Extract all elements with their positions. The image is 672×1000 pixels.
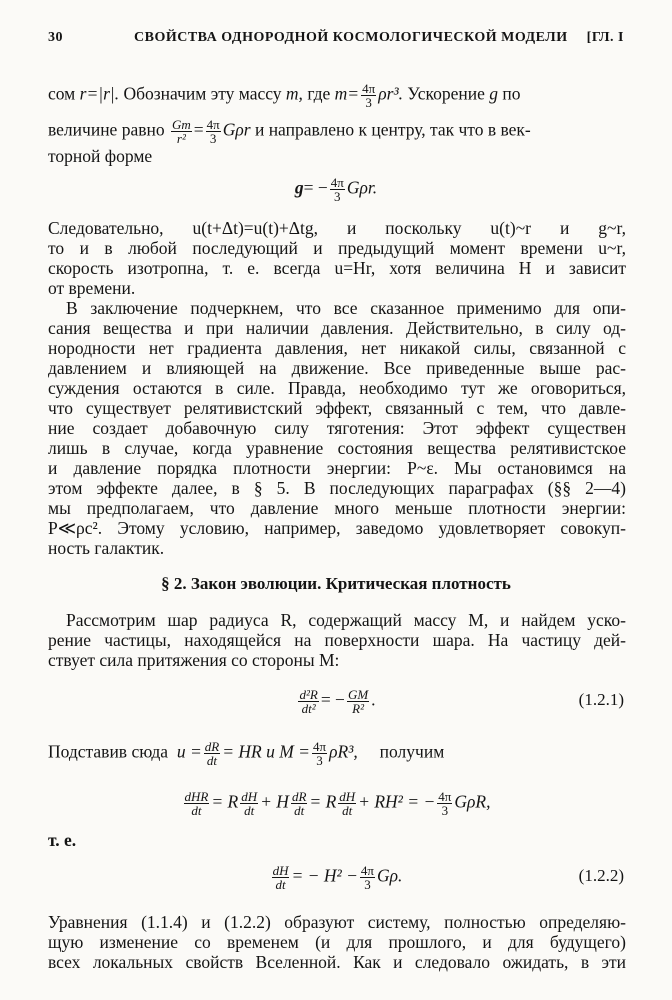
para4-line: ствует сила притяжения со стороны M: xyxy=(48,650,340,670)
para2-line: Следовательно, u(t+Δt)=u(t)+Δtg, и поскольку u(t)~r и g~r, xyxy=(48,218,626,238)
para3-line: P≪ρc². Этому условию, например, заведомо удовлетворяет совокуп- xyxy=(48,518,626,538)
equation-vector: g= − $\frac{4\pi}{3}$ Gρr. xyxy=(294,175,378,204)
te-label: т. е. xyxy=(48,830,77,850)
equation-1-2-1: $\frac{\text{d²R}}{\text{dt²}}$ = − $\frac{GM}{\text{R²}}$ . xyxy=(299,687,376,716)
fraction: $\frac{GM}{\text{R²}}$ xyxy=(347,687,369,716)
fraction: $\frac{dR}{dt}$ xyxy=(291,789,307,818)
page-number: 30 xyxy=(48,30,63,45)
para3-line: В заключение подчеркнем, что все сказанное применимо для опи- xyxy=(66,298,626,318)
para2-line: то и в любой последующий и предыдущий момент времени u~r, xyxy=(48,238,626,258)
equation-long: $\frac{\text{dHR}}{dt}$ = R $\frac{dH}{dt}$ + H $\frac{dR}{dt}$ = R $\frac{dH}{dt}$ + RH² = − $\frac{4\pi}{3}$ GρR, xyxy=(184,789,491,818)
section-heading: § 2. Закон эволюции. Критическая плотность xyxy=(161,574,511,593)
fraction: $\frac{4\pi}{3}$ xyxy=(362,81,376,110)
equation-1-2-2: $\frac{dH}{dt}$ = − H² − $\frac{4\pi}{3}$ Gρ. xyxy=(272,863,403,892)
para3-line: что существует релятивистский эффект, связанный с тем, что давле- xyxy=(48,398,626,418)
para3-line: лишь в случае, когда уравнение состояния вещества релятивистское xyxy=(48,438,626,458)
substitution-line: Подставив сюда u = $\frac{dR}{dt}$ = HR и M = $\frac{4\pi}{3}$ ρR³, получим xyxy=(48,739,445,768)
equation-number: (1.2.2) xyxy=(578,866,624,885)
para4-line: рение частицы, находящейся на поверхности шара. На частицу дей- xyxy=(48,630,626,650)
fraction: $\frac{dH}{dt}$ xyxy=(339,789,356,818)
fraction: $\frac{Gm}{\text{r²}}$ xyxy=(171,117,191,146)
para3-line: мы предполагаем, что давление много меньше плотности энергии: xyxy=(48,498,626,518)
para2-line: скорость изотропна, т. е. всегда u=Hr, хотя величина H и зависит xyxy=(48,258,626,278)
para1-line3: торной форме xyxy=(48,146,153,166)
para5-line: щую изменение со временем (и для прошлого, и для будущего) xyxy=(48,932,626,952)
chapter-label: [ГЛ. I xyxy=(586,30,624,45)
para5-line: всех локальных свойств Вселенной. Как и следовало ожидать, в эти xyxy=(48,952,626,972)
para1-line1: сом r=|r|. Обозначим эту массу m, где m= $\frac{4\pi}{3}$ ρr³. Ускорение g по xyxy=(48,81,521,110)
running-title: СВОЙСТВА ОДНОРОДНОЙ КОСМОЛОГИЧЕСКОЙ МОДЕЛИ xyxy=(134,30,568,45)
fraction: $\frac{dH}{dt}$ xyxy=(272,863,289,892)
fraction: $\frac{4\pi}{3}$ xyxy=(313,739,327,768)
para3-line: сания вещества и при наличии давления. Действительно, в силу од- xyxy=(48,318,626,338)
para3-line: и давление порядка плотности энергии: P~ε. Мы остановимся на xyxy=(48,458,626,478)
fraction: $\frac{4\pi}{3}$ xyxy=(330,175,344,204)
running-header xyxy=(48,30,624,54)
fraction: $\frac{4\pi}{3}$ xyxy=(360,863,374,892)
equation-number: (1.2.1) xyxy=(578,690,624,709)
para3-line: нородности нет градиента давления, нет никакой силы, связанной с xyxy=(48,338,626,358)
para3-line: ность галактик. xyxy=(48,538,165,558)
para3-line: ние создает добавочную силу тяготения: Этот эффект существен xyxy=(48,418,626,438)
para2-line: от времени. xyxy=(48,278,136,298)
fraction: $\frac{4\pi}{3}$ xyxy=(438,789,452,818)
para4-line: Рассмотрим шар радиуса R, содержащий массу M, и найдем уско- xyxy=(66,610,626,630)
fraction: $\frac{4\pi}{3}$ xyxy=(206,117,220,146)
para3-line: давлением и влияющей на движение. Все приведенные выше рас- xyxy=(48,358,626,378)
para5-line: Уравнения (1.1.4) и (1.2.2) образуют систему, полностью определяю- xyxy=(48,912,626,932)
fraction: $\frac{dH}{dt}$ xyxy=(241,789,258,818)
fraction: $\frac{\text{d²R}}{\text{dt²}}$ xyxy=(299,687,318,716)
para1-line2: величине равно $\frac{Gm}{\text{r²}}$ = $\frac{4\pi}{3}$ Gρr и направлено к центру, так что в век- xyxy=(48,117,531,146)
para3-line: этом эффекте далее, в § 5. В последующих параграфах (§§ 2—4) xyxy=(48,478,626,498)
fraction: $\frac{dR}{dt}$ xyxy=(204,739,220,768)
para3-line: суждения остаются в силе. Правда, необходимо тут же оговориться, xyxy=(48,378,626,398)
fraction: $\frac{\text{dHR}}{dt}$ xyxy=(184,789,209,818)
